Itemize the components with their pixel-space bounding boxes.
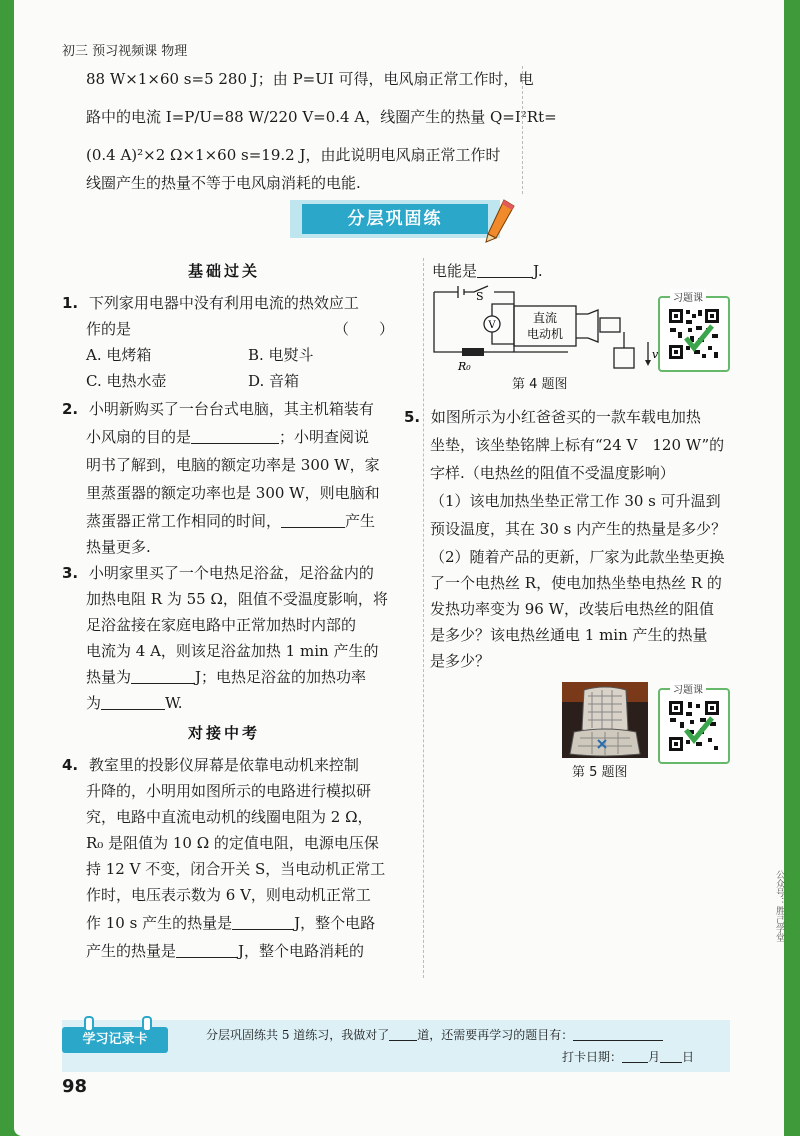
q4-line-2: 升降的，小明用如图所示的电路进行模拟研 xyxy=(86,782,372,800)
q3-line-6-tail: W. xyxy=(165,694,183,712)
q4-continuation-text: 电能是 xyxy=(432,262,478,280)
q1-option-a[interactable]: A. 电烤箱 xyxy=(86,346,152,364)
figure-5-caption: 第 5 题图 xyxy=(572,765,628,780)
side-note: 公众号：胜己学堂 xyxy=(774,870,784,942)
q4-line-7 xyxy=(86,910,375,936)
q2-line-2 xyxy=(86,424,369,450)
q4-line-7-text: 作 10 s 产生的热量是 xyxy=(86,914,233,932)
qr-code-box-2[interactable] xyxy=(658,685,730,764)
pencil-icon xyxy=(482,198,518,244)
q1-option-c[interactable]: C. 电热水壶 xyxy=(86,372,167,390)
q1-number: 1. xyxy=(62,294,79,312)
q1-option-d[interactable]: D. 音箱 xyxy=(248,372,300,390)
q4-line-1: 教室里的投影仪屏幕是依靠电动机来控制 xyxy=(88,756,359,774)
card-correct-count[interactable] xyxy=(389,1026,417,1041)
q3-line-6-text: 为 xyxy=(86,694,102,712)
card-progress-line xyxy=(206,1026,663,1044)
card-text-b: 道，还需要再学习的题目有： xyxy=(417,1028,574,1042)
q4-line-7-tail: J，整个电路 xyxy=(294,914,376,932)
q4-line-8-tail: J，整个电路消耗的 xyxy=(238,942,365,960)
qr-code-icon xyxy=(668,308,720,360)
q2-line-6: 热量更多. xyxy=(86,538,151,556)
q5-line-1: 如图所示为小红爸爸买的一款车载电加热 xyxy=(430,408,701,426)
velocity-label: v xyxy=(652,348,659,361)
motor-label-1: 直流 xyxy=(532,311,558,325)
page-number: 98 xyxy=(62,1076,88,1097)
q5-line-5: 预设温度，其在 30 s 内产生的热量是多少？ xyxy=(430,520,727,538)
q4-blank-2[interactable] xyxy=(176,941,238,958)
card-text-a: 分层巩固练共 5 道练习，我做对了 xyxy=(206,1028,390,1042)
solution-line-1: 88 W×1×60 s=5 280 J；由 P=UI 可得，电风扇正常工作时，电 xyxy=(86,70,534,88)
q5-line-8: 发热功率变为 96 W，改装后电热丝的阻值 xyxy=(430,600,715,618)
q4-number: 4. xyxy=(62,756,79,774)
card-date-line xyxy=(562,1048,694,1066)
q1-answer-bracket[interactable]: （ ） xyxy=(334,320,395,338)
question-3 xyxy=(62,560,374,586)
qr-code-box-1[interactable] xyxy=(658,293,730,372)
q5-line-3: 字样.（电热丝的阻值不受温度影响） xyxy=(430,464,675,482)
switch-label: S xyxy=(476,290,484,303)
card-review-items[interactable] xyxy=(573,1026,663,1041)
question-5 xyxy=(404,404,701,430)
section-heading-exam: 对接中考 xyxy=(176,720,272,746)
solution-line-3: (0.4 A)²×2 Ω×1×60 s=19.2 J，由此说明电风扇正常工作时 xyxy=(86,146,501,164)
study-record-tag: 学习记录卡 xyxy=(62,1027,168,1053)
q4-continuation xyxy=(432,258,543,284)
question-1 xyxy=(62,290,359,316)
q4-continuation-tail: J. xyxy=(533,262,543,280)
q4-line-8-text: 产生的热量是 xyxy=(86,942,177,960)
q3-line-5-text: 热量为 xyxy=(86,668,132,686)
q5-line-9: 是多少？该电热丝通电 1 min 产生的热量 xyxy=(430,626,708,644)
motor-label-2: 电动机 xyxy=(526,327,564,341)
question-2 xyxy=(62,396,374,422)
q3-line-5-tail: J；电热足浴盆的加热功率 xyxy=(195,668,367,686)
q4-line-6: 作时，电压表示数为 6 V，则电动机正常工 xyxy=(86,886,371,904)
q4-blank-1[interactable] xyxy=(232,913,294,930)
question-4 xyxy=(62,752,359,778)
q2-line-4: 里蒸蛋器的额定功率也是 300 W，则电脑和 xyxy=(86,484,380,502)
card-ring-1 xyxy=(84,1016,94,1032)
figure-4-caption: 第 4 题图 xyxy=(512,377,568,392)
q4-line-4: R₀ 是阻值为 10 Ω 的定值电阻，电源电压保 xyxy=(86,834,379,852)
q3-line-5 xyxy=(86,664,366,690)
q2-line-2-text: 小风扇的目的是 xyxy=(86,428,192,446)
q1-line-1: 下列家用电器中没有利用电流的热效应工 xyxy=(88,294,359,312)
q3-line-4: 电流为 4 A，则该足浴盆加热 1 min 产生的 xyxy=(86,642,379,660)
page-header: 初三 预习视频课 物理 xyxy=(62,44,188,59)
q2-line-5 xyxy=(86,508,375,534)
car-seat-heating-pad-image xyxy=(562,682,648,758)
q1-line-2: 作的是 xyxy=(86,320,132,338)
q2-blank-2[interactable] xyxy=(281,511,345,528)
column-divider xyxy=(423,258,424,978)
q4-blank-3[interactable] xyxy=(477,261,533,278)
q3-line-2: 加热电阻 R 为 55 Ω，阻值不受温度影响，将 xyxy=(86,590,388,608)
qr-label-2: 习题课 xyxy=(670,681,706,696)
q2-line-3: 明书了解到，电脑的额定功率是 300 W，家 xyxy=(86,456,380,474)
q5-line-4: （1）该电加热坐垫正常工作 30 s 可升温到 xyxy=(430,492,721,510)
section-heading-basic: 基础过关 xyxy=(176,258,272,284)
q2-number: 2. xyxy=(62,400,79,418)
q5-number: 5. xyxy=(404,408,421,426)
solution-line-2: 路中的电流 I=P/U=88 W/220 V=0.4 A，线圈产生的热量 Q=I²Rt= xyxy=(86,108,557,126)
card-day-label: 日 xyxy=(682,1050,695,1064)
voltmeter-label: V xyxy=(488,320,496,331)
q2-line-2-tail: ；小明查阅说 xyxy=(279,428,370,446)
q3-line-6 xyxy=(86,690,183,716)
card-ring-2 xyxy=(142,1016,152,1032)
resistor-label: R₀ xyxy=(458,360,471,373)
q5-line-7: 了一个电热丝 R，使电加热坐垫电热丝 R 的 xyxy=(430,574,722,592)
q3-number: 3. xyxy=(62,564,79,582)
q5-line-6: （2）随着产品的更新，厂家为此款坐垫更换 xyxy=(430,548,725,566)
figure-4-circuit xyxy=(428,284,659,376)
study-record-card xyxy=(62,1020,730,1072)
q4-line-5: 持 12 V 不变，闭合开关 S，当电动机正常工 xyxy=(86,860,386,878)
q3-line-1: 小明家里买了一个电热足浴盆，足浴盆内的 xyxy=(88,564,374,582)
q4-line-8 xyxy=(86,938,364,964)
q4-line-3: 究，电路中直流电动机的线圈电阻为 2 Ω， xyxy=(86,808,373,826)
q2-line-5-tail: 产生 xyxy=(345,512,376,530)
q2-line-5-text: 蒸蛋器正常工作相同的时间， xyxy=(86,512,282,530)
q1-option-b[interactable]: B. 电熨斗 xyxy=(248,346,314,364)
card-date-label: 打卡日期： xyxy=(562,1050,623,1064)
card-month-label: 月 xyxy=(648,1050,661,1064)
resistor-r0-symbol xyxy=(462,348,484,356)
q5-line-10: 是多少？ xyxy=(430,652,491,670)
banner-title: 分层巩固练 xyxy=(302,204,488,234)
card-month-field[interactable] xyxy=(622,1048,648,1063)
q2-line-1: 小明新购买了一台台式电脑，其主机箱装有 xyxy=(88,400,374,418)
solution-line-4: 线圈产生的热量不等于电风扇消耗的电能. xyxy=(86,174,361,192)
section-banner xyxy=(290,200,500,238)
qr-code-icon xyxy=(668,700,720,752)
q3-line-3: 足浴盆接在家庭电路中正常加热时内部的 xyxy=(86,616,357,634)
card-day-field[interactable] xyxy=(660,1048,682,1063)
solution-divider xyxy=(522,66,523,194)
q2-blank-1[interactable] xyxy=(191,427,279,444)
q3-blank-1[interactable] xyxy=(131,667,195,684)
qr-label-1: 习题课 xyxy=(670,289,706,304)
q3-blank-2[interactable] xyxy=(101,693,165,710)
q5-line-2: 坐垫，该坐垫铭牌上标有“24 V 120 W”的 xyxy=(430,436,725,454)
